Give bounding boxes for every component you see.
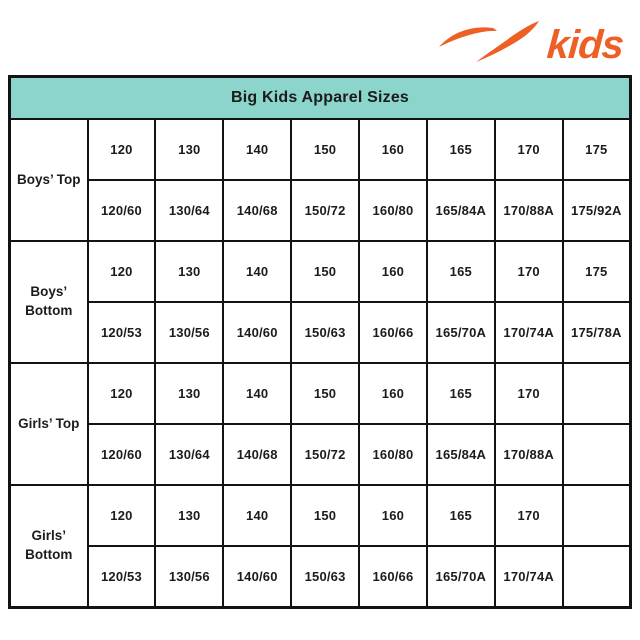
section-codes-row [10,302,631,363]
section-label: Boys’ Bottom [10,241,88,363]
size-cell: 140 [223,485,291,546]
code-cell: 130/64 [155,424,223,485]
size-cell: 165 [427,119,495,180]
code-cell: 130/64 [155,180,223,241]
code-cell: 165/70A [427,546,495,608]
code-cell: 165/70A [427,302,495,363]
table-title: Big Kids Apparel Sizes [10,77,631,120]
section-label: Girls’ Bottom [10,485,88,608]
code-cell [563,546,631,608]
size-cell: 130 [155,241,223,302]
size-cell: 160 [359,485,427,546]
size-cell: 165 [427,241,495,302]
size-cell: 140 [223,363,291,424]
code-cell: 170/88A [495,180,563,241]
code-cell: 160/80 [359,180,427,241]
size-cell: 140 [223,119,291,180]
anta-swoosh-icon [437,20,541,62]
size-cell: 130 [155,119,223,180]
code-cell: 140/68 [223,424,291,485]
code-cell: 175/78A [563,302,631,363]
size-cell: 165 [427,485,495,546]
size-cell: 160 [359,119,427,180]
size-cell: 120 [88,363,156,424]
code-cell: 140/68 [223,180,291,241]
size-cell: 150 [291,241,359,302]
section-codes-row [10,180,631,241]
size-cell [563,485,631,546]
section-label: Boys’ Top [10,119,88,241]
size-cell: 175 [563,119,631,180]
size-cell: 170 [495,119,563,180]
code-cell: 165/84A [427,180,495,241]
section-codes-row [10,546,631,608]
size-cell: 150 [291,363,359,424]
section-sizes-row [10,241,631,302]
size-cell: 150 [291,485,359,546]
code-cell: 120/53 [88,302,156,363]
code-cell: 120/60 [88,180,156,241]
code-cell: 170/88A [495,424,563,485]
size-cell: 120 [88,485,156,546]
brand-logo [437,20,627,67]
code-cell [563,424,631,485]
code-cell: 150/63 [291,546,359,608]
size-cell: 160 [359,363,427,424]
code-cell: 140/60 [223,302,291,363]
code-cell: 150/72 [291,180,359,241]
size-cell: 120 [88,119,156,180]
section-sizes-row [10,119,631,180]
code-cell: 120/60 [88,424,156,485]
section-label: Girls’ Top [10,363,88,485]
code-cell: 130/56 [155,302,223,363]
code-cell: 160/80 [359,424,427,485]
section-sizes-row [10,363,631,424]
code-cell: 160/66 [359,546,427,608]
size-cell: 170 [495,241,563,302]
code-cell: 165/84A [427,424,495,485]
size-cell: 170 [495,363,563,424]
code-cell: 170/74A [495,302,563,363]
code-cell: 150/63 [291,302,359,363]
section-sizes-row [10,485,631,546]
code-cell: 175/92A [563,180,631,241]
title-row [10,77,631,120]
size-cell: 140 [223,241,291,302]
code-cell: 120/53 [88,546,156,608]
size-cell [563,363,631,424]
size-cell: 150 [291,119,359,180]
size-cell: 130 [155,363,223,424]
code-cell: 150/72 [291,424,359,485]
brand-text: kids [545,23,625,67]
size-table-body [10,77,631,608]
code-cell: 160/66 [359,302,427,363]
section-codes-row [10,424,631,485]
size-cell: 170 [495,485,563,546]
size-cell: 120 [88,241,156,302]
code-cell: 170/74A [495,546,563,608]
size-cell: 160 [359,241,427,302]
size-chart-table [8,75,632,609]
size-cell: 130 [155,485,223,546]
code-cell: 130/56 [155,546,223,608]
code-cell: 140/60 [223,546,291,608]
size-cell: 175 [563,241,631,302]
size-cell: 165 [427,363,495,424]
